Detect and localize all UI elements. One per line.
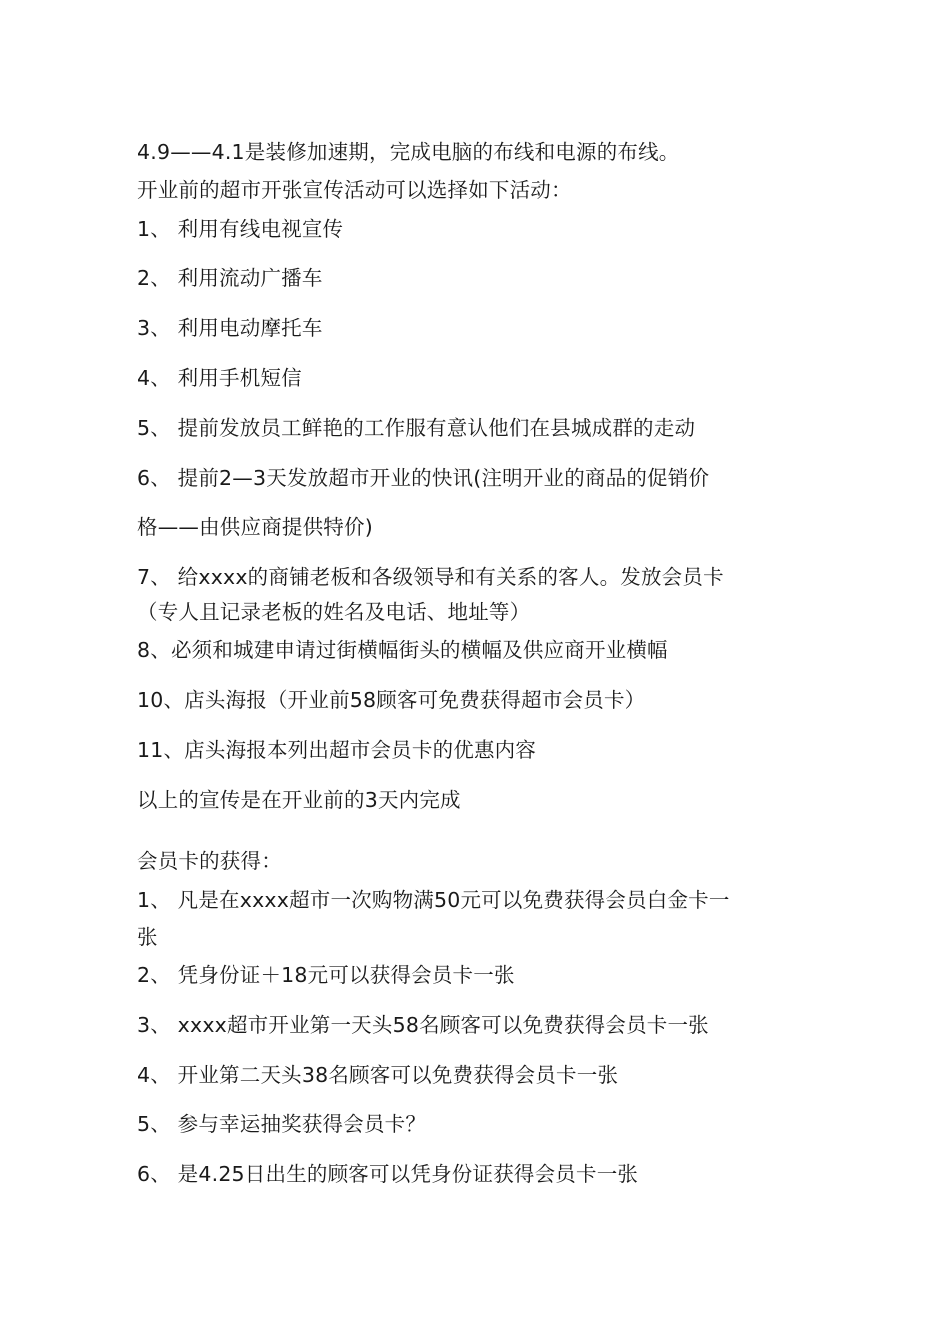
membership-item-6: 6、 是4.25日出生的顾客可以凭身份证获得会员卡一张 (137, 1162, 639, 1186)
promo-item-4: 4、 利用手机短信 (137, 366, 302, 390)
membership-item-5: 5、 参与幸运抽奖获得会员卡？ (137, 1112, 427, 1136)
text-line-promo-intro: 开业前的超市开张宣传活动可以选择如下活动： (137, 178, 572, 202)
membership-item-3: 3、 xxxx超市开业第一天头58名顾客可以免费获得会员卡一张 (137, 1013, 709, 1037)
promo-item-7: 7、 给xxxx的商铺老板和各级领导和有关系的客人。发放会员卡 (137, 565, 724, 589)
membership-item-2: 2、 凭身份证＋18元可以获得会员卡一张 (137, 963, 515, 987)
membership-item-1-continued: 张 (137, 925, 158, 949)
promo-item-2: 2、 利用流动广播车 (137, 266, 323, 290)
promo-item-1: 1、 利用有线电视宣传 (137, 217, 344, 241)
text-line-schedule: 4.9——4.1是装修加速期，完成电脑的布线和电源的布线。 (137, 140, 680, 164)
promo-item-5: 5、 提前发放员工鲜艳的工作服有意认他们在县城成群的走动 (137, 416, 696, 440)
section-heading-membership: 会员卡的获得： (137, 849, 282, 873)
membership-item-1: 1、 凡是在xxxx超市一次购物满50元可以免费获得会员白金卡一 (137, 888, 730, 912)
promo-item-10: 10、店头海报（开业前58顾客可免费获得超市会员卡） (137, 688, 646, 712)
promo-item-11: 11、店头海报本列出超市会员卡的优惠内容 (137, 738, 537, 762)
text-line-promo-summary: 以上的宣传是在开业前的3天内完成 (137, 788, 461, 812)
membership-item-4: 4、 开业第二天头38名顾客可以免费获得会员卡一张 (137, 1063, 619, 1087)
promo-item-6: 6、 提前2—3天发放超市开业的快讯(注明开业的商品的促销价 (137, 466, 710, 490)
promo-item-3: 3、 利用电动摩托车 (137, 316, 323, 340)
promo-item-7-continued: （专人且记录老板的姓名及电话、地址等） (137, 600, 531, 624)
promo-item-6-continued: 格——由供应商提供特价) (137, 515, 373, 539)
promo-item-8: 8、必须和城建申请过街横幅街头的横幅及供应商开业横幅 (137, 638, 668, 662)
